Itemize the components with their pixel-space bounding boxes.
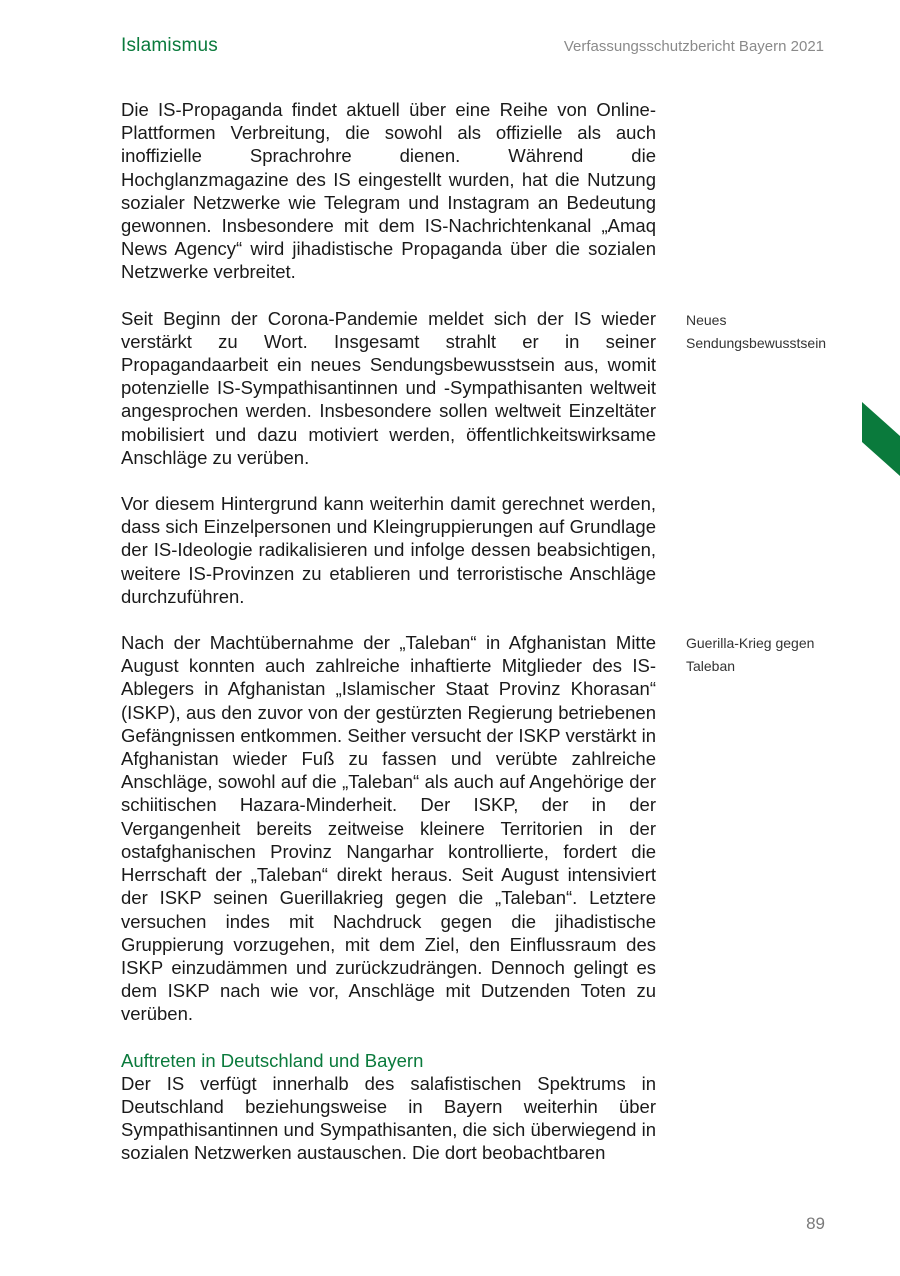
chapter-tab-marker <box>862 402 900 476</box>
section-title: Islamismus <box>121 35 219 56</box>
margin-note-sendungsbewusstsein: Neues Sendungsbewusstsein <box>686 312 827 351</box>
report-title: Verfassungsschutzbericht Bayern 2021 <box>563 38 824 55</box>
paragraph-hintergrund: Vor diesem Hintergrund kann weiterhin damit gerechnet werden, dass sich Einzelpersonen und Kleingruppierungen auf Grundlage der IS-Ideologie radikalisieren und infolge dessen beabsichtigen, weitere IS-Provinzen zu etablieren und terroristische Anschläge durchzuführen. <box>121 493 656 607</box>
main-text-column <box>121 98 656 1165</box>
margin-note-guerilla-krieg: Guerilla-Krieg gegen Taleban <box>686 635 815 674</box>
page-number: 89 <box>806 1214 825 1233</box>
paragraph-corona-pandemie: Seit Beginn der Corona-Pandemie meldet sich der IS wieder verstärkt zu Wort. Insgesamt strahlt er in seiner Propagandaarbeit ein neues Sendungsbewusstsein aus, womit potenzielle IS-Sympathisantinnen und -Sympathisanten weltweit angesprochen werden. Insbesondere sollen weltweit Einzeltäter mobilisiert und dazu motiviert werden, öffentlichkeitswirksame Anschläge zu verüben. <box>121 307 656 468</box>
paragraph-is-propaganda: Die IS-Propaganda findet aktuell über eine Reihe von Online-Plattformen Verbreitung, die sowohl als offizielle als auch inoffizielle Sprachrohre dienen. Während die Hochglanzmagazine des IS eingestellt wurden, hat die Nutzung sozialer Netzwerke wie Telegram und Instagram an Bedeutung gewonnen. Insbesondere mit dem IS-Nachrichtenkanal „Amaq News Agency“ wird jihadistische Propaganda über die sozialen Netzwerke verbreitet. <box>121 99 656 283</box>
paragraph-deutschland: Der IS verfügt innerhalb des salafistischen Spektrums in Deutschland beziehungsweise in Bayern weiterhin über Sympathisantinnen und Sympathisanten, die sich überwiegend in sozialen Netzwerken austauschen. Die dort beobachtbaren <box>121 1072 656 1164</box>
paragraph-taleban: Nach der Machtübernahme der „Taleban“ in Afghanistan Mitte August konnten auch zahlreiche inhaftierte Mitglieder des IS-Ablegers in Afghanistan „Islamischer Staat Provinz Khorasan“ (ISKP), aus den zuvor von der gestürzten Regierung betriebenen Gefängnissen entkommen. Seither versucht der ISKP verstärkt in Afghanistan wieder Fuß zu fassen und verübte zahlreiche Anschläge, sowohl auf die „Taleban“ als auch auf Angehörige der schiitischen Hazara-Minderheit. Der ISKP, der in der Vergangenheit bereits zeitweise kleinere Territorien in der ostafghanischen Provinz Nangarhar kontrollierte, fordert die Herrschaft der „Taleban“ direkt heraus. Seit August intensiviert der ISKP seinen Guerillakrieg gegen die „Taleban“. Letztere versuchen indes mit Nachdruck gegen die jihadistische Gruppierung vorzugehen, mit dem Ziel, den Einflussraum des ISKP einzudämmen und zurückzudrängen. Dennoch gelingt es dem ISKP nach wie vor, Anschläge mit Dutzenden Toten zu verüben. <box>121 632 656 1025</box>
subheading-deutschland-bayern: Auftreten in Deutschland und Bayern <box>121 1049 424 1071</box>
